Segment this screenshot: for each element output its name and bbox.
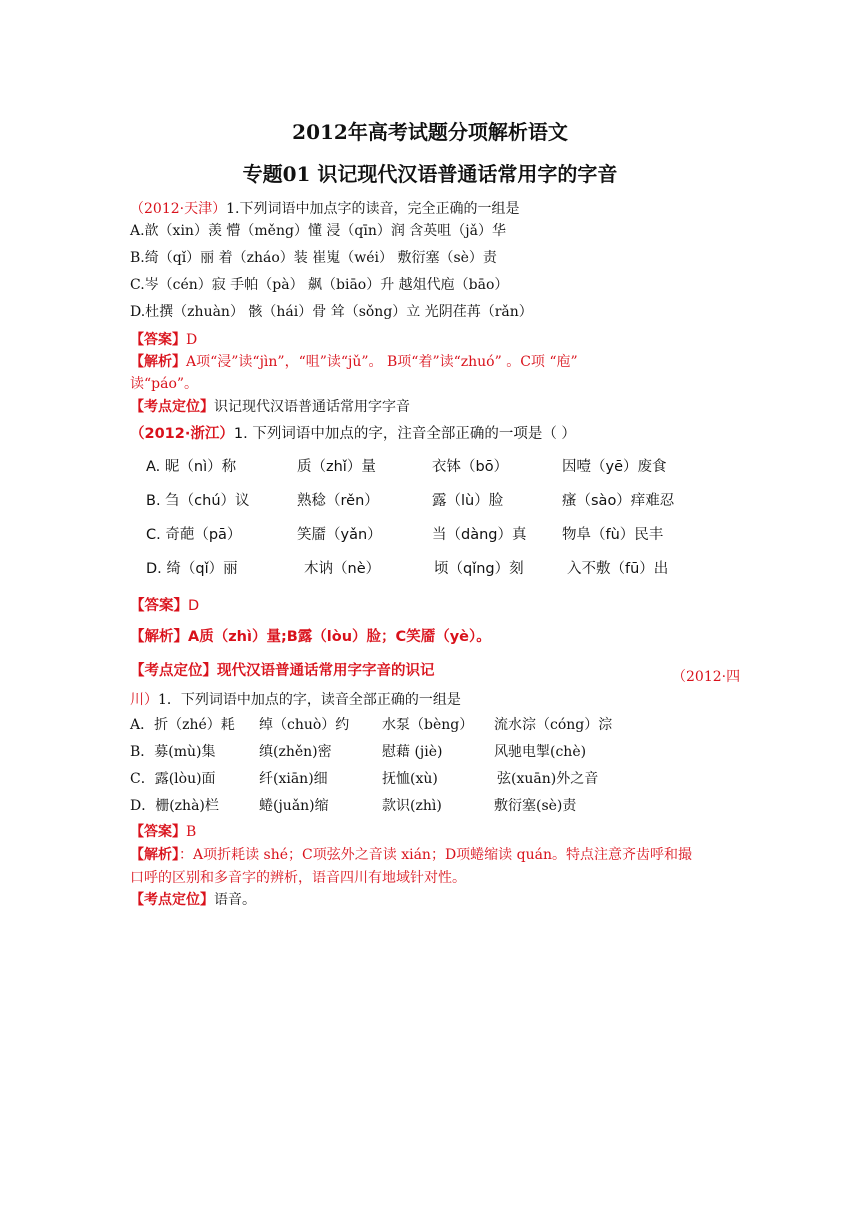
sichuan-source-2: 川）	[130, 692, 158, 708]
tianjin-option-c: C.岑（cén）寂 手帕（pà） 飙（biāo）升 越俎代庖（bāo）	[130, 277, 509, 293]
tianjin-question-text: 1.下列词语中加点字的读音，完全正确的一组是	[226, 201, 520, 217]
sichuan-row-b-3: 慰藉 (jiè)	[382, 744, 443, 760]
tianjin-option-a: A.歆（xin）羡 懵（měng）懂 浸（qīn）润 含英咀（jǎ）华	[130, 223, 506, 239]
sichuan-row-d-4: 敷衍塞(sè)责	[494, 798, 577, 814]
sichuan-row-d-2: 蜷(juǎn)缩	[259, 798, 329, 814]
zhejiang-question	[130, 425, 576, 443]
tianjin-answer-value: D	[186, 332, 198, 348]
zhejiang-row-d-1: D. 绮（qǐ）丽	[146, 561, 238, 577]
zhejiang-row-a-2: 质（zhǐ）量	[297, 459, 376, 475]
zhejiang-source: （2012·浙江）	[130, 426, 234, 442]
tianjin-answer	[130, 331, 197, 349]
sichuan-analysis-text-1: ：A项折耗读 shé；C项弦外之音读 xián；D项蜷缩读 quán。特点注意齐齿呼和撮	[179, 847, 692, 863]
sichuan-answer	[130, 823, 196, 841]
zhejiang-row-a-4: 因噎（yē）废食	[562, 459, 667, 475]
zhejiang-row-c-1: C. 奇葩（pā）	[146, 527, 242, 543]
document-subtitle: 专题01 识记现代汉语普通话常用字的字音	[242, 162, 618, 186]
zhejiang-row-a-3: 衣钵（bō）	[432, 459, 509, 475]
sichuan-row-c-2: 纤(xiān)细	[259, 771, 328, 787]
zhejiang-analysis	[130, 628, 491, 646]
tianjin-source: （2012·天津）	[130, 201, 227, 217]
sichuan-question	[130, 691, 461, 709]
tianjin-option-b: B.绮（qǐ）丽 着（zháo）装 崔嵬（wéi） 敷衍塞（sè）责	[130, 250, 497, 266]
sichuan-answer-label: 【答案】	[130, 824, 186, 840]
sichuan-row-c-4: 弦(xuān)外之音	[497, 771, 599, 787]
tianjin-question	[130, 200, 519, 218]
zhejiang-row-d-3: 顷（qǐng）刻	[434, 561, 524, 577]
sichuan-point	[130, 891, 256, 909]
sichuan-point-label: 【考点定位】	[130, 892, 214, 908]
zhejiang-row-b-4: 瘙（sào）痒难忍	[562, 493, 675, 509]
zhejiang-row-b-1: B. 刍（chú）议	[146, 493, 250, 509]
sichuan-row-d-1: D．栅(zhà)栏	[130, 798, 219, 814]
sichuan-answer-value: B	[186, 824, 197, 840]
sichuan-row-a-4: 流水淙（cóng）淙	[494, 717, 613, 733]
tianjin-analysis-text-2: 读“páo”。	[130, 376, 199, 392]
sichuan-row-a-2: 绰（chuò）约	[259, 717, 350, 733]
tianjin-point	[130, 398, 410, 416]
sichuan-row-b-2: 缜(zhěn)密	[259, 744, 332, 760]
zhejiang-row-a-1: A. 昵（nì）称	[146, 459, 237, 475]
sichuan-row-d-3: 款识(zhì)	[382, 798, 442, 814]
sichuan-row-a-3: 水泵（bèng）	[382, 717, 474, 733]
tianjin-point-text: 识记现代汉语普通话常用字字音	[214, 399, 410, 415]
sichuan-row-c-1: C．露(lòu)面	[130, 771, 216, 787]
zhejiang-row-d-4: 入不敷（fū）出	[567, 561, 669, 577]
sichuan-row-a-1: A．折（zhé）耗	[130, 717, 235, 733]
tianjin-analysis-text-1: A项“浸”读“jìn”，“咀”读“jǔ”。 B项“着”读“zhuó” 。C项 “庖”	[186, 354, 578, 370]
zhejiang-row-b-3: 露（lù）脸	[432, 493, 504, 509]
tianjin-answer-label: 【答案】	[130, 332, 186, 348]
sichuan-source-1: （2012·四	[672, 669, 741, 685]
zhejiang-point-label: 【考点定位】	[130, 663, 217, 679]
tianjin-analysis	[130, 353, 578, 371]
zhejiang-row-d-2: 木讷（nè）	[304, 561, 381, 577]
sichuan-point-text: 语音。	[214, 892, 256, 908]
sichuan-row-c-3: 抚恤(xù)	[382, 771, 438, 787]
sichuan-question-text: 1．下列词语中加点的字，读音全部正确的一组是	[158, 692, 461, 708]
zhejiang-row-c-4: 物阜（fù）民丰	[562, 527, 664, 543]
sichuan-row-b-1: B．募(mù)集	[130, 744, 216, 760]
zhejiang-answer	[130, 597, 199, 615]
sichuan-analysis	[130, 846, 692, 864]
zhejiang-row-b-2: 熟稔（rěn）	[297, 493, 379, 509]
zhejiang-row-c-2: 笑靥（yǎn）	[297, 527, 382, 543]
tianjin-analysis-label: 【解析】	[130, 354, 186, 370]
sichuan-row-b-4: 风驰电掣(chè)	[494, 744, 587, 760]
zhejiang-analysis-label: 【解析】	[130, 629, 188, 645]
zhejiang-answer-value: D	[188, 598, 200, 614]
tianjin-point-label: 【考点定位】	[130, 399, 214, 415]
zhejiang-question-text: 1. 下列词语中加点的字，注音全部正确的一项是（ ）	[233, 426, 576, 442]
zhejiang-row-c-3: 当（dàng）真	[432, 527, 527, 543]
zhejiang-point-text: 现代汉语普通话常用字字音的识记	[217, 663, 435, 679]
tianjin-option-d: D.杜撰（zhuàn） 骸（hái）骨 耸（sǒng）立 光阴荏苒（rǎn）	[130, 304, 533, 320]
zhejiang-point	[130, 662, 435, 680]
sichuan-analysis-label: 【解析】	[130, 847, 179, 863]
document-title: 2012年高考试题分项解析语文	[292, 120, 568, 144]
zhejiang-answer-label: 【答案】	[130, 598, 188, 614]
sichuan-analysis-text-2: 口呼的区别和多音字的辨析，语音四川有地域针对性。	[130, 870, 466, 886]
zhejiang-analysis-text: A质（zhì）量;B露（lòu）脸；C笑靥（yè）。	[188, 629, 491, 645]
